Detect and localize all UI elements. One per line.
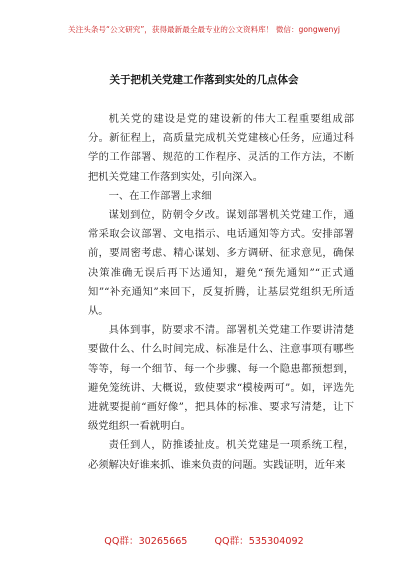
paragraph-responsibility: 责任到人，防推诿扯皮。机关党建是一项系统工程，必须解决好谁来抓、谁来负责的问题。实践证明，近年来 — [88, 439, 354, 471]
document-body — [88, 110, 354, 475]
paragraph-specifics: 具体到事，防要求不清。部署机关党建工作要讲清楚要做什么、什么时间完成、标准是什么、注意事项有哪些等等，每一个细节、每一个步骤、每一个隐患都预想到，避免笼统讲、大概说，致使要求“模棱两可”。如，评选先进就要提前“画好像”，把具体的标准、要求写清楚，让下级党组织一看就明白。 — [88, 324, 354, 433]
contact-footer — [0, 533, 408, 547]
paragraph-planning: 谋划到位，防朝令夕改。谋划部署机关党建工作，通常采取会议部署、文电指示、电话通知等方式。安排部署前，要周密考虑、精心谋划、多方调研、征求意见，确保决策准确无误后再下达通知，避免“预先通知”“正式通知”“补充通知”来回下，反复折腾，让基层党组织无所适从。 — [88, 209, 354, 318]
document-title: 关于把机关党建工作落到实处的几点体会 — [109, 74, 299, 86]
paragraph-intro: 机关党的建设是党的建设新的伟大工程重要组成部分。新征程上，高质量完成机关党建核心任务，应通过科学的工作部署、规范的工作程序、灵活的工作方法，不断把机关党建工作落到实处，引向深入。 — [88, 113, 354, 183]
promo-banner: 关注头条号“公文研究”，获得最新最全最专业的公文资料库！ 微信：gongwenyj — [68, 25, 340, 34]
qq-group-2: QQ群：535304092 — [214, 536, 304, 547]
qq-group-1: QQ群：30265665 — [104, 536, 188, 547]
section-heading: 一、在工作部署上求细 — [108, 189, 212, 202]
